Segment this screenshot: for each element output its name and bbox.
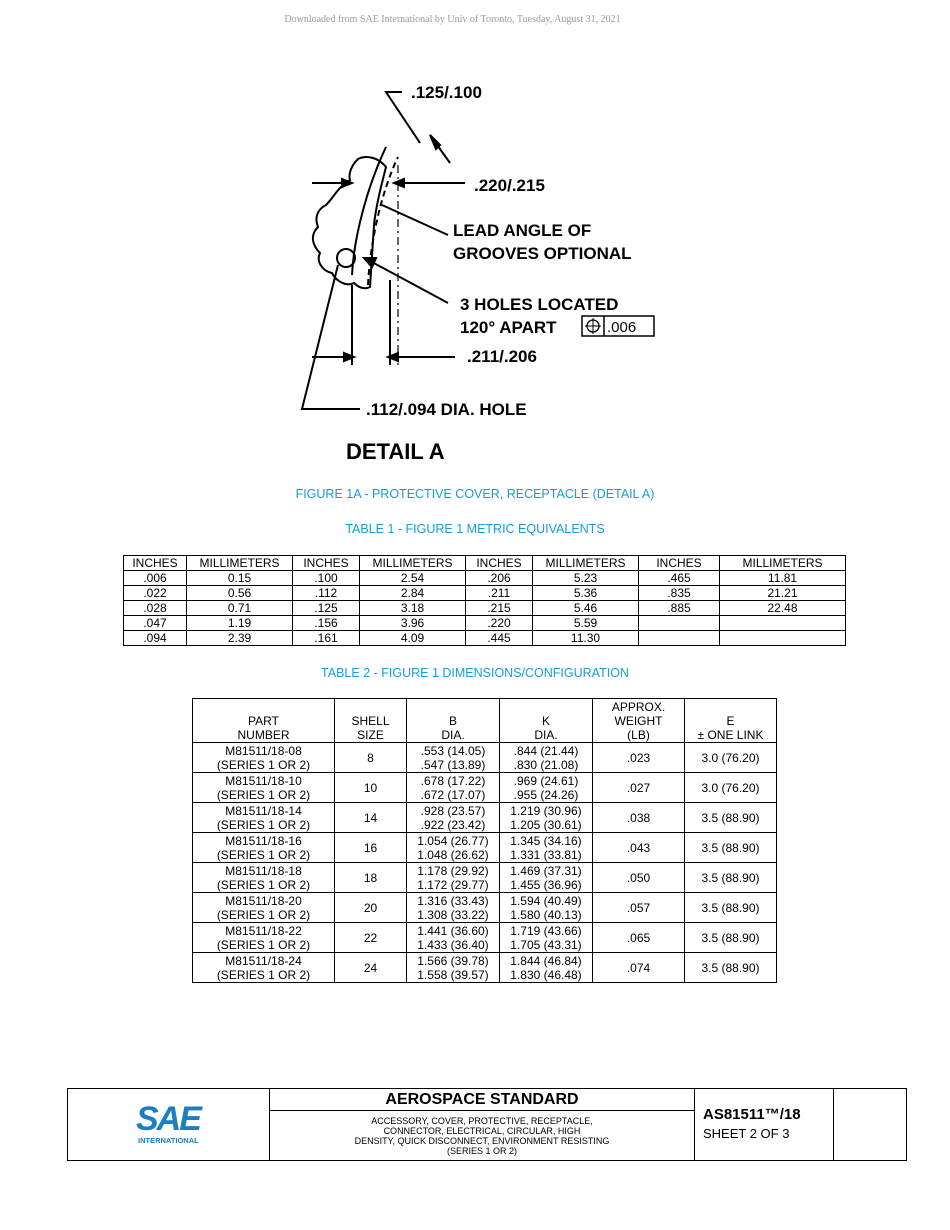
sheet-number: SHEET 2 OF 3 <box>703 1126 790 1141</box>
detail-title: DETAIL A <box>346 439 445 464</box>
lead-angle-line2: GROOVES OPTIONAL <box>453 244 632 263</box>
t1-cell: .100 <box>293 571 360 586</box>
k-dia-cell: 1.345 (34.16) 1.331 (33.81) <box>500 833 593 863</box>
t1-header: INCHES <box>639 556 720 571</box>
b-dia-cell: .553 (14.05) .547 (13.89) <box>407 743 500 773</box>
t1-cell: 22.48 <box>720 601 846 616</box>
groove-outer <box>352 147 386 275</box>
table-row <box>193 833 777 863</box>
shell-size-cell: 18 <box>335 863 407 893</box>
t1-cell: 5.59 <box>533 616 639 631</box>
t2-header-shell: SHELL SIZE <box>335 699 407 743</box>
t1-header: MILLIMETERS <box>187 556 293 571</box>
b-dia-cell: 1.566 (39.78) 1.558 (39.57) <box>407 953 500 983</box>
b-dia-cell: 1.441 (36.60) 1.433 (36.40) <box>407 923 500 953</box>
table2-header-row <box>193 699 777 743</box>
t1-cell: 11.30 <box>533 631 639 646</box>
body-outline <box>313 157 386 288</box>
weight-cell: .027 <box>593 773 685 803</box>
weight-cell: .057 <box>593 893 685 923</box>
detail-a-drawing <box>290 75 670 475</box>
t2-header-weight: APPROX. WEIGHT (LB) <box>593 699 685 743</box>
t1-header: INCHES <box>293 556 360 571</box>
weight-cell: .065 <box>593 923 685 953</box>
table-row <box>124 616 846 631</box>
shell-size-cell: 16 <box>335 833 407 863</box>
part-number-cell: M81511/18-08 (SERIES 1 OR 2) <box>193 743 335 773</box>
title-cell <box>270 1089 695 1160</box>
t1-cell: .022 <box>124 586 187 601</box>
table-row <box>193 923 777 953</box>
k-dia-cell: .969 (24.61) .955 (24.26) <box>500 773 593 803</box>
part-number-cell: M81511/18-14 (SERIES 1 OR 2) <box>193 803 335 833</box>
table-row <box>193 803 777 833</box>
holes-arrow-head <box>364 258 376 267</box>
t1-cell: 5.46 <box>533 601 639 616</box>
table-row <box>124 631 846 646</box>
dimensions-configuration-table <box>192 698 777 983</box>
download-watermark: Downloaded from SAE International by Univ of Toronto, Tuesday, August 31, 2021 <box>284 14 621 25</box>
t1-cell: 2.39 <box>187 631 293 646</box>
t2-header-b: B DIA. <box>407 699 500 743</box>
weight-cell: .023 <box>593 743 685 773</box>
table1-header-row <box>124 556 846 571</box>
t1-cell: .885 <box>639 601 720 616</box>
document-number-cell <box>695 1089 834 1160</box>
k-dia-cell: 1.219 (30.96) 1.205 (30.61) <box>500 803 593 833</box>
table-row <box>124 571 846 586</box>
e-cell: 3.0 (76.20) <box>685 773 777 803</box>
weight-cell: .074 <box>593 953 685 983</box>
shell-size-cell: 10 <box>335 773 407 803</box>
part-number-cell: M81511/18-10 (SERIES 1 OR 2) <box>193 773 335 803</box>
table-row <box>193 953 777 983</box>
b-dia-cell: .678 (17.22) .672 (17.07) <box>407 773 500 803</box>
weight-cell: .038 <box>593 803 685 833</box>
table-row <box>124 586 846 601</box>
part-number-cell: M81511/18-20 (SERIES 1 OR 2) <box>193 893 335 923</box>
k-dia-cell: 1.594 (40.49) 1.580 (40.13) <box>500 893 593 923</box>
t1-cell: .206 <box>466 571 533 586</box>
table-row <box>193 893 777 923</box>
t1-cell <box>720 631 846 646</box>
t1-cell: 0.56 <box>187 586 293 601</box>
title-block <box>67 1088 907 1161</box>
t1-cell: 5.23 <box>533 571 639 586</box>
k-dia-cell: 1.469 (37.31) 1.455 (36.96) <box>500 863 593 893</box>
t1-cell: 4.09 <box>360 631 466 646</box>
weight-cell: .050 <box>593 863 685 893</box>
t1-cell: 2.54 <box>360 571 466 586</box>
table-row <box>193 773 777 803</box>
t1-cell: 5.36 <box>533 586 639 601</box>
holes-line2: 120° APART <box>460 318 557 337</box>
e-cell: 3.5 (88.90) <box>685 923 777 953</box>
b-dia-cell: .928 (23.57) .922 (23.42) <box>407 803 500 833</box>
e-cell: 3.0 (76.20) <box>685 743 777 773</box>
standard-type: AEROSPACE STANDARD <box>270 1089 694 1111</box>
t1-header: MILLIMETERS <box>533 556 639 571</box>
shell-size-cell: 8 <box>335 743 407 773</box>
t1-cell: .465 <box>639 571 720 586</box>
k-dia-cell: 1.719 (43.66) 1.705 (43.31) <box>500 923 593 953</box>
t1-cell: .112 <box>293 586 360 601</box>
t1-cell: .156 <box>293 616 360 631</box>
t2-header-k: K DIA. <box>500 699 593 743</box>
sae-logo-subtext: INTERNATIONAL <box>138 1136 199 1145</box>
t1-cell: .006 <box>124 571 187 586</box>
e-cell: 3.5 (88.90) <box>685 803 777 833</box>
sae-logo-cell <box>68 1089 270 1160</box>
t1-cell: .094 <box>124 631 187 646</box>
t1-cell: .125 <box>293 601 360 616</box>
t1-cell <box>639 631 720 646</box>
t1-cell: 0.71 <box>187 601 293 616</box>
part-number-cell: M81511/18-22 (SERIES 1 OR 2) <box>193 923 335 953</box>
t1-cell: .161 <box>293 631 360 646</box>
holes-leader <box>370 261 448 303</box>
top-arrow-head <box>430 135 440 149</box>
t1-cell: 3.18 <box>360 601 466 616</box>
t1-cell: .445 <box>466 631 533 646</box>
standard-description: ACCESSORY, COVER, PROTECTIVE, RECEPTACLE, CONNECTOR, ELECTRICAL, CIRCULAR, HIGH DENSITY, QUICK DISCONNECT, ENVIRONMENT RESISTING (SERIES 1 OR 2) <box>354 1116 610 1156</box>
t1-cell: 21.21 <box>720 586 846 601</box>
t1-cell: .211 <box>466 586 533 601</box>
t1-header: INCHES <box>124 556 187 571</box>
t1-cell: 0.15 <box>187 571 293 586</box>
t1-cell <box>639 616 720 631</box>
weight-cell: .043 <box>593 833 685 863</box>
metric-equivalents-table <box>123 555 846 646</box>
t1-header: INCHES <box>466 556 533 571</box>
shell-size-cell: 24 <box>335 953 407 983</box>
part-number-cell: M81511/18-24 (SERIES 1 OR 2) <box>193 953 335 983</box>
t1-header: MILLIMETERS <box>720 556 846 571</box>
t1-cell: .047 <box>124 616 187 631</box>
e-cell: 3.5 (88.90) <box>685 833 777 863</box>
t2-header-e: E ± ONE LINK <box>685 699 777 743</box>
lead-angle-line1: LEAD ANGLE OF <box>453 221 592 240</box>
part-number-cell: M81511/18-18 (SERIES 1 OR 2) <box>193 863 335 893</box>
k-dia-cell: .844 (21.44) .830 (21.08) <box>500 743 593 773</box>
lead-leader <box>382 205 448 235</box>
dim-top-label: .125/.100 <box>411 83 482 102</box>
figure-caption: FIGURE 1A - PROTECTIVE COVER, RECEPTACLE (DETAIL A) <box>295 487 655 501</box>
shell-size-cell: 14 <box>335 803 407 833</box>
holes-line1: 3 HOLES LOCATED <box>460 295 619 314</box>
hole-circle <box>337 249 355 267</box>
tolerance-value: .006 <box>607 319 637 336</box>
t1-cell <box>720 616 846 631</box>
dim-width-label: .220/.215 <box>474 176 545 195</box>
t1-cell: .028 <box>124 601 187 616</box>
b-dia-cell: 1.178 (29.92) 1.172 (29.77) <box>407 863 500 893</box>
table-row <box>193 863 777 893</box>
b-dia-cell: 1.054 (26.77) 1.048 (26.62) <box>407 833 500 863</box>
sae-logo-text: SAE <box>136 1100 200 1138</box>
shell-size-cell: 22 <box>335 923 407 953</box>
e-cell: 3.5 (88.90) <box>685 953 777 983</box>
e-cell: 3.5 (88.90) <box>685 863 777 893</box>
dim-inner-label: .211/.206 <box>467 347 537 366</box>
k-dia-cell: 1.844 (46.84) 1.830 (46.48) <box>500 953 593 983</box>
t1-cell: 11.81 <box>720 571 846 586</box>
width-right-head <box>394 179 404 187</box>
e-cell: 3.5 (88.90) <box>685 893 777 923</box>
t1-cell: .215 <box>466 601 533 616</box>
b-dia-cell: 1.316 (33.43) 1.308 (33.22) <box>407 893 500 923</box>
t2-header-part: PART NUMBER <box>193 699 335 743</box>
t1-cell: 2.84 <box>360 586 466 601</box>
t1-cell: .835 <box>639 586 720 601</box>
t1-cell: 1.19 <box>187 616 293 631</box>
t1-cell: .220 <box>466 616 533 631</box>
table2-title: TABLE 2 - FIGURE 1 DIMENSIONS/CONFIGURATION <box>321 666 629 680</box>
table-row <box>193 743 777 773</box>
table-row <box>124 601 846 616</box>
table1-title: TABLE 1 - FIGURE 1 METRIC EQUIVALENTS <box>345 522 605 536</box>
part-number-cell: M81511/18-16 (SERIES 1 OR 2) <box>193 833 335 863</box>
hole-dia-label: .112/.094 DIA. HOLE <box>366 400 527 419</box>
t1-header: MILLIMETERS <box>360 556 466 571</box>
document-number: AS81511™/18 <box>703 1106 801 1123</box>
t1-cell: 3.96 <box>360 616 466 631</box>
sae-logo <box>68 1089 269 1160</box>
shell-size-cell: 20 <box>335 893 407 923</box>
